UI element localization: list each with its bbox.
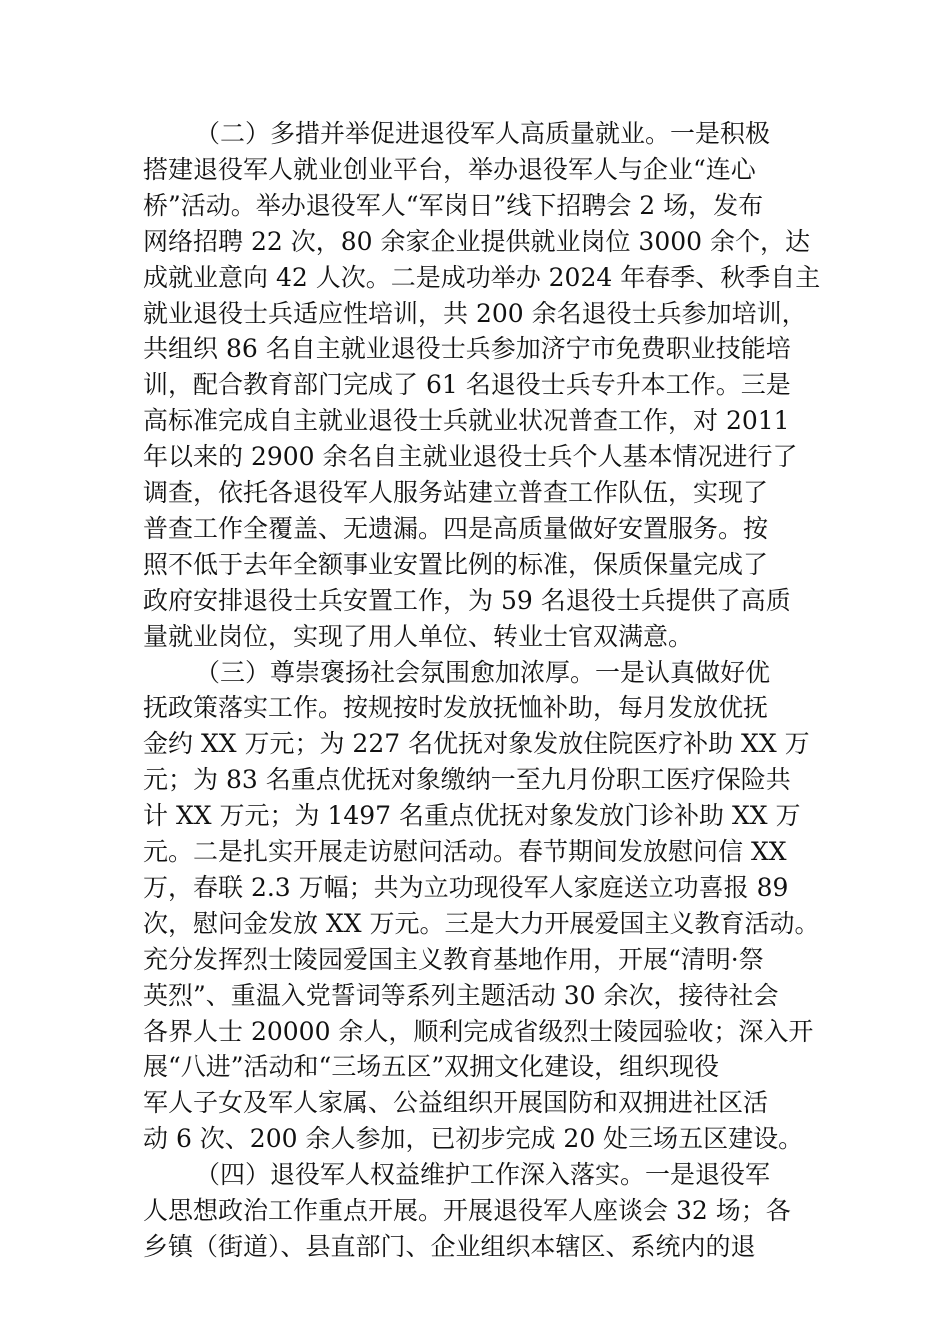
text-line: 元；为 83 名重点优抚对象缴纳一至九月份职工医疗保险共 <box>143 765 791 794</box>
text-line: 网络招聘 22 次，80 余家企业提供就业岗位 3000 余个，达 <box>143 227 810 256</box>
text-line: 训，配合教育部门完成了 61 名退役士兵专升本工作。三是 <box>143 370 791 399</box>
text-line: 次，慰问金发放 XX 万元。三是大力开展爱国主义教育活动。 <box>143 909 820 938</box>
paragraph-2-heading-line: （二）多措并举促进退役军人高质量就业。一是积极 <box>195 119 771 148</box>
text-line: 万，春联 2.3 万幅；共为立功现役军人家庭送立功喜报 89 <box>143 873 789 902</box>
text-line: 元。二是扎实开展走访慰问活动。春节期间发放慰问信 XX <box>143 837 787 866</box>
text-line: 照不低于去年全额事业安置比例的标准，保质保量完成了 <box>143 550 769 579</box>
paragraph-3-heading-line: （三）尊崇褒扬社会氛围愈加浓厚。一是认真做好优 <box>195 658 771 687</box>
text-line: 共组织 86 名自主就业退役士兵参加济宁市免费职业技能培 <box>143 334 791 363</box>
text-line: 年以来的 2900 余名自主就业退役士兵个人基本情况进行了 <box>143 442 798 471</box>
text-line: 调查，依托各退役军人服务站建立普查工作队伍，实现了 <box>143 478 769 507</box>
text-line: 充分发挥烈士陵园爱国主义教育基地作用，开展“清明·祭 <box>143 945 764 974</box>
text-line: 桥”活动。举办退役军人“军岗日”线下招聘会 2 场，发布 <box>143 191 764 220</box>
text-line: 搭建退役军人就业创业平台，举办退役军人与企业“连心 <box>143 155 756 184</box>
text-line: 政府安排退役士兵安置工作，为 59 名退役士兵提供了高质 <box>143 586 791 615</box>
text-line: 动 6 次、200 余人参加，已初步完成 20 处三场五区建设。 <box>143 1124 804 1153</box>
text-line: 高标准完成自主就业退役士兵就业状况普查工作，对 2011 <box>143 406 790 435</box>
text-line: 人思想政治工作重点开展。开展退役军人座谈会 32 场；各 <box>143 1196 791 1225</box>
text-line: 英烈”、重温入党誓词等系列主题活动 30 余次，接待社会 <box>143 981 779 1010</box>
text-line: 抚政策落实工作。按规按时发放抚恤补助，每月发放优抚 <box>143 693 769 722</box>
text-line: 军人子女及军人家属、公益组织开展国防和双拥进社区活 <box>143 1088 769 1117</box>
paragraph-4-heading-line: （四）退役军人权益维护工作深入落实。一是退役军 <box>195 1160 771 1189</box>
text-line: 成就业意向 42 人次。二是成功举办 2024 年春季、秋季自主 <box>143 263 821 292</box>
text-line: 就业退役士兵适应性培训，共 200 余名退役士兵参加培训， <box>143 299 807 328</box>
text-line: 各界人士 20000 余人，顺利完成省级烈士陵园验收；深入开 <box>143 1017 814 1046</box>
text-line: 金约 XX 万元；为 227 名优抚对象发放住院医疗补助 XX 万 <box>143 729 810 758</box>
text-line: 计 XX 万元；为 1497 名重点优抚对象发放门诊补助 XX 万 <box>143 801 801 830</box>
text-line: 乡镇（街道）、县直部门、企业组织本辖区、系统内的退 <box>143 1232 756 1261</box>
text-line: 量就业岗位，实现了用人单位、转业士官双满意。 <box>143 622 694 651</box>
text-line: 展“八进”活动和“三场五区”双拥文化建设，组织现役 <box>143 1052 720 1081</box>
text-line: 普查工作全覆盖、无遗漏。四是高质量做好安置服务。按 <box>143 514 769 543</box>
